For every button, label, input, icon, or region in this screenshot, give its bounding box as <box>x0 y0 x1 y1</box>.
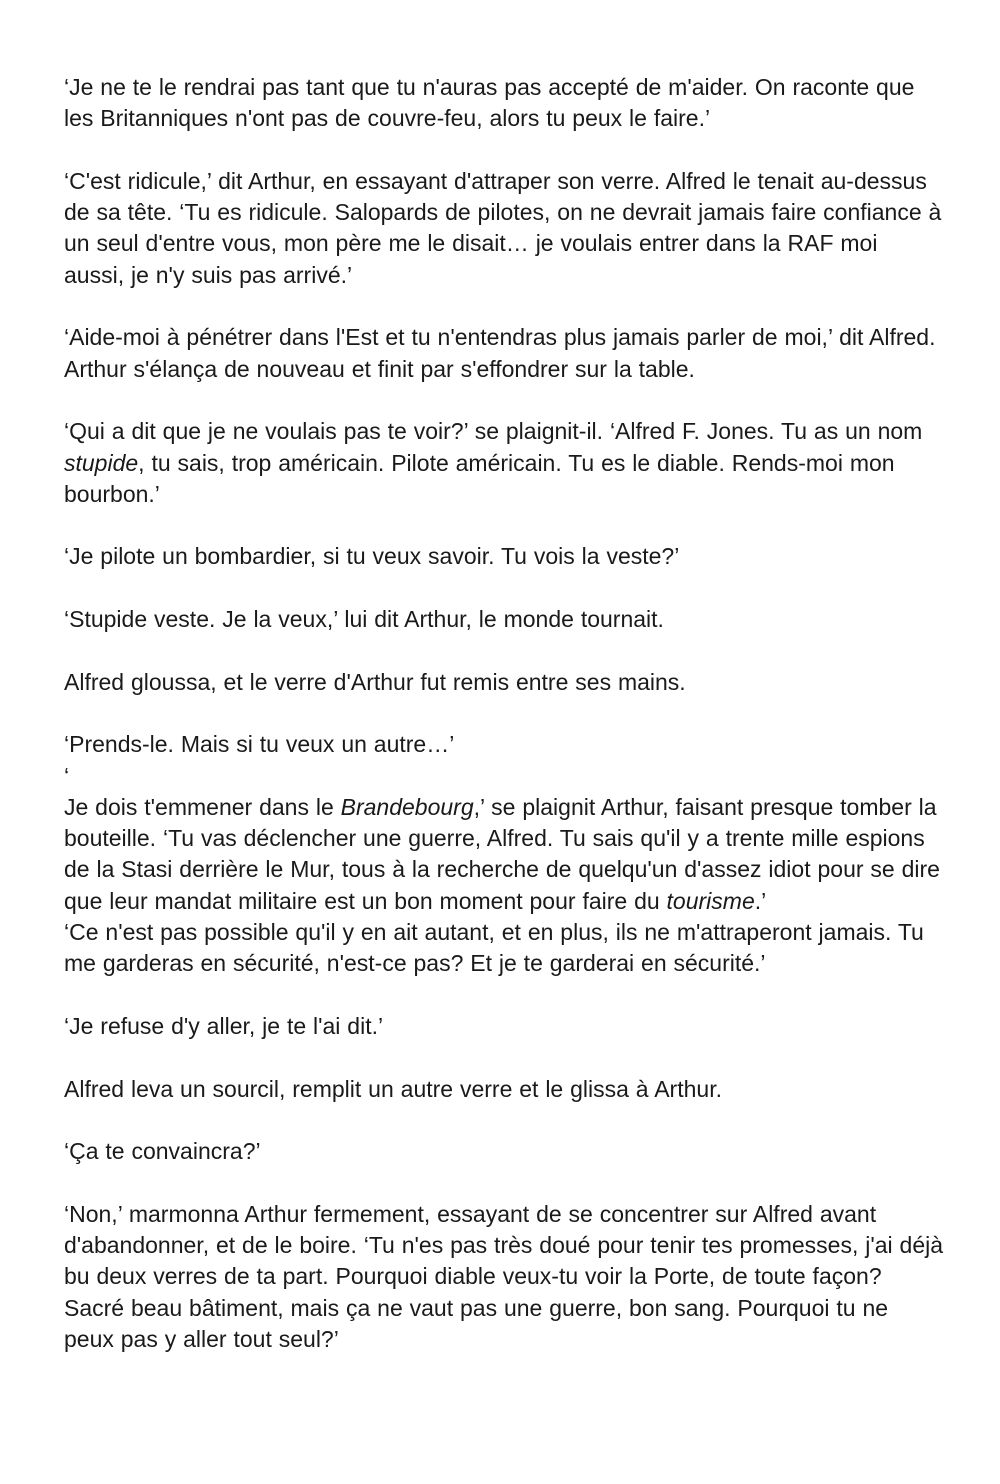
paragraph-gap <box>64 698 944 729</box>
paragraph-text: Alfred gloussa, et le verre d'Arthur fut remis entre ses mains. <box>64 668 686 695</box>
paragraph-text: ‘Je refuse d'y aller, je te l'ai dit.’ <box>64 1012 384 1039</box>
paragraph-text: ‘Stupide veste. Je la veux,’ lui dit Arthur, le monde tournait. <box>64 606 664 633</box>
paragraph-gap <box>64 573 944 604</box>
paragraph <box>64 72 944 135</box>
paragraph-text: ‘Ce n'est pas possible qu'il y en ait autant, et en plus, ils ne m'attraperont jamais. Tu me garderas en sécurité, n'est-ce pas? Et je te garderai en sécurité.’ <box>64 919 924 977</box>
paragraph-gap <box>64 980 944 1011</box>
paragraph <box>64 917 944 980</box>
paragraph <box>64 1136 944 1167</box>
italic-text: tourisme <box>666 887 755 914</box>
paragraph-text: ‘Qui a dit que je ne voulais pas te voir?’ se plaignit-il. ‘Alfred F. Jones. Tu as un nom <box>64 418 923 445</box>
italic-text: stupide <box>64 449 139 476</box>
paragraph-text: ‘Prends-le. Mais si tu veux un autre…’ <box>64 731 455 758</box>
paragraph-gap <box>64 1167 944 1198</box>
paragraph <box>64 1011 944 1042</box>
paragraph-gap <box>64 510 944 541</box>
paragraph-text: ‘Aide-moi à pénétrer dans l'Est et tu n'entendras plus jamais parler de moi,’ dit Alfred. Arthur s'élança de nouveau et finit par s'effondrer sur la table. <box>64 324 936 382</box>
paragraph <box>64 166 944 291</box>
paragraph <box>64 729 944 760</box>
paragraph-text: ,’ se plaignit Arthur, faisant presque tomber la bouteille. ‘Tu vas déclencher une guerre, Alfred. Tu sais qu'il y a trente mille espions de la Stasi derrière le Mur, tous à la recherche de quelqu'un d'assez idiot pour se dire que leur mandat militaire est un bon moment pour faire du <box>64 793 940 914</box>
paragraph-text: ‘Je pilote un bombardier, si tu veux savoir. Tu vois la veste?’ <box>64 543 680 570</box>
paragraph-text: ‘Je ne te le rendrai pas tant que tu n'auras pas accepté de m'aider. On raconte que les Britanniques n'ont pas de couvre-feu, alors tu peux le faire.’ <box>64 74 915 132</box>
paragraph-text: , tu sais, trop américain. Pilote américain. Tu es le diable. Rends-moi mon bourbon.’ <box>64 449 895 507</box>
italic-text: Brandebourg <box>340 793 474 820</box>
paragraph-gap <box>64 1042 944 1073</box>
paragraph-gap <box>64 291 944 322</box>
paragraph <box>64 1074 944 1105</box>
stray-quote-mark: ‘ <box>64 762 70 789</box>
document-page <box>64 72 944 1355</box>
paragraph-gap <box>64 385 944 416</box>
paragraph <box>64 792 944 917</box>
paragraph <box>64 604 944 635</box>
paragraph <box>64 322 944 385</box>
paragraph-gap <box>64 1105 944 1136</box>
paragraph <box>64 667 944 698</box>
paragraph <box>64 761 944 792</box>
paragraph-text: ‘Ça te convaincra?’ <box>64 1138 261 1165</box>
paragraph <box>64 416 944 510</box>
paragraph-gap <box>64 635 944 666</box>
paragraph-text: ‘C'est ridicule,’ dit Arthur, en essayant d'attraper son verre. Alfred le tenait au-dessus de sa tête. ‘Tu es ridicule. Salopards de pilotes, on ne devrait jamais faire confiance à un seul d'entre vous, mon père me le disait… je voulais entrer dans la RAF moi aussi, je n'y suis pas arrivé.’ <box>64 167 942 288</box>
paragraph <box>64 541 944 572</box>
paragraph-text: Alfred leva un sourcil, remplit un autre verre et le glissa à Arthur. <box>64 1075 722 1102</box>
paragraph-text: ‘Non,’ marmonna Arthur fermement, essayant de se concentrer sur Alfred avant d'abandonner, et de le boire. ‘Tu n'es pas très doué pour tenir tes promesses, j'ai déjà bu deux verres de ta part. Pourquoi diable veux-tu voir la Porte, de toute façon? Sacré beau bâtiment, mais ça ne vaut pas une guerre, bon sang. Pourquoi tu ne peux pas y aller tout seul?’ <box>64 1200 944 1352</box>
paragraph-text: .’ <box>754 887 767 914</box>
paragraph-text: Je dois t'emmener dans le <box>64 793 341 820</box>
paragraph <box>64 1199 944 1355</box>
paragraph-gap <box>64 135 944 166</box>
